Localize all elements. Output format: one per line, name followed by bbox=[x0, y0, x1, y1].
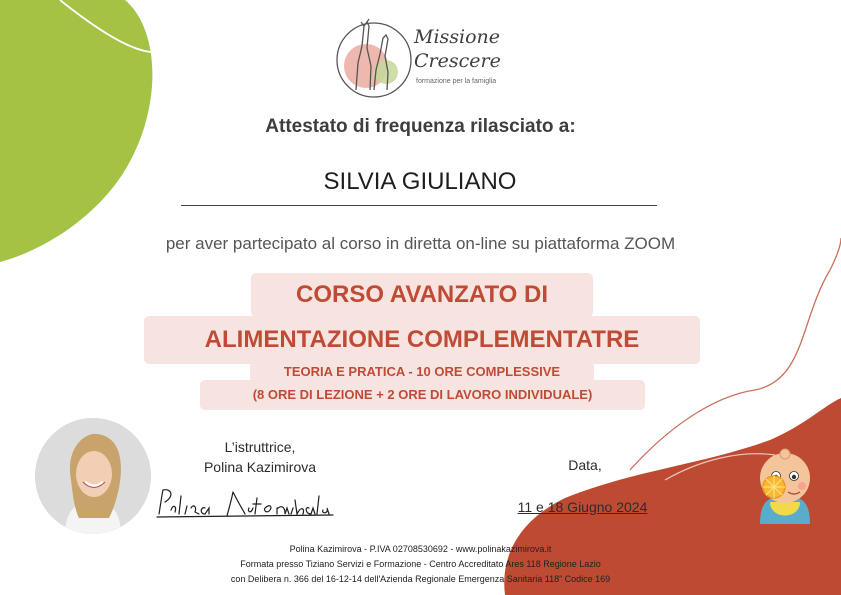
certificate-heading: Attestato di frequenza rilasciato a: bbox=[265, 116, 576, 137]
footer-line3: con Delibera n. 366 del 16-12-14 dell'Azienda Regionale Emergenza Sanitaria 118” Codice 169 bbox=[230, 574, 611, 584]
logo-tagline: formazione per la famiglia bbox=[416, 78, 497, 85]
instructor-photo bbox=[35, 418, 151, 534]
footer-line2: Formata presso Tiziano Servizi e Formazione - Centro Accreditato Ares 118 Regione Lazio bbox=[240, 559, 601, 569]
date-label: Data, bbox=[568, 457, 602, 473]
course-title-line2: ALIMENTAZIONE COMPLEMENTATRE bbox=[144, 316, 700, 364]
footer bbox=[0, 542, 841, 587]
instructor-portrait-icon bbox=[35, 418, 151, 534]
missione-crescere-logo bbox=[334, 8, 514, 102]
logo-title-line1: Missione bbox=[414, 26, 501, 48]
baby-eating-orange-icon bbox=[748, 440, 822, 530]
course-title-line1: CORSO AVANZATO DI bbox=[251, 273, 593, 317]
course-date: 11 e 18 Giugno 2024 bbox=[517, 499, 648, 515]
instructor-signature bbox=[153, 484, 338, 524]
giraffe-logo-icon bbox=[334, 8, 414, 102]
instructor-role: L’istruttrice, bbox=[224, 439, 296, 455]
footer-line1: Polina Kazimirova - P.IVA 02708530692 - www.polinakazimirova.it bbox=[289, 544, 552, 554]
recipient-underline bbox=[181, 205, 657, 206]
course-subtitle: TEORIA E PRATICA - 10 ORE COMPLESSIVE bbox=[250, 362, 594, 382]
recipient-name: SILVIA GIULIANO bbox=[323, 168, 517, 195]
participation-text: per aver partecipato al corso in diretta on-line su piattaforma ZOOM bbox=[165, 234, 676, 253]
logo-title-line2: Crescere bbox=[414, 50, 501, 72]
course-hours: (8 ORE DI LEZIONE + 2 ORE DI LAVORO INDIVIDUALE) bbox=[200, 380, 645, 410]
instructor-name: Polina Kazimirova bbox=[203, 459, 317, 475]
